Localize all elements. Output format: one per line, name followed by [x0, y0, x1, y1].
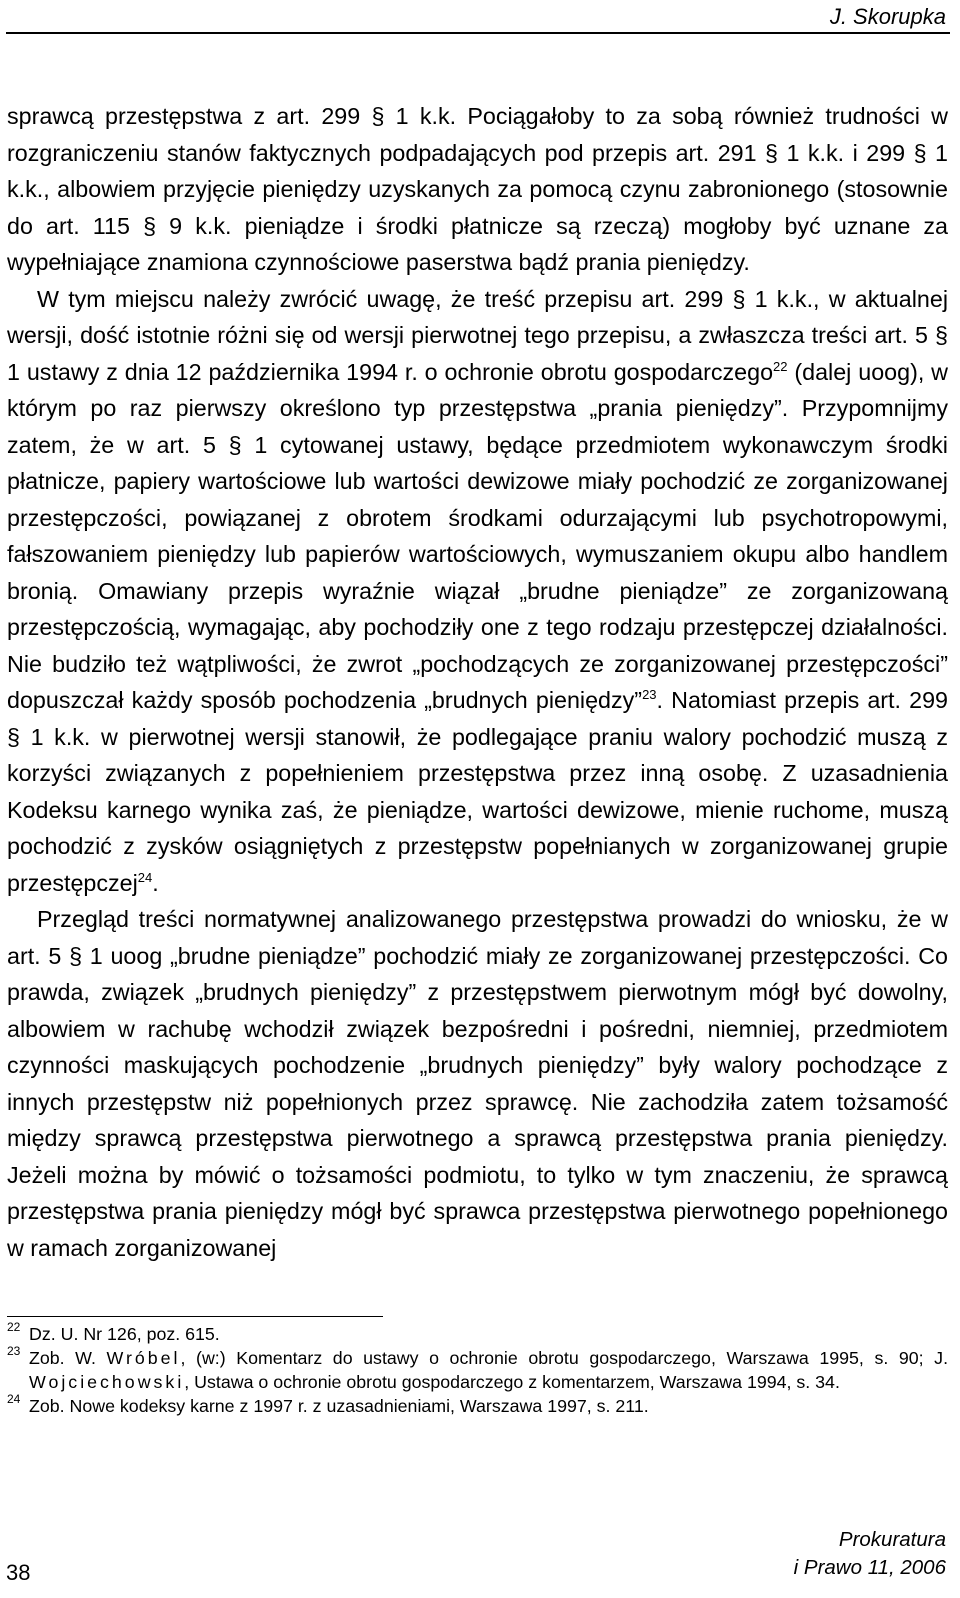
footnote-number: 23 [7, 1344, 21, 1358]
footnote-24 [7, 1394, 948, 1418]
footnote-text: , (w:) Komentarz do ustawy o ochronie obrotu gospodarczego, Warszawa 1995, s. 90; J. [180, 1348, 949, 1368]
footnote-author-name: Wróbel [106, 1348, 181, 1368]
journal-info [794, 1526, 946, 1582]
running-header [0, 0, 960, 36]
paragraph-1-text: sprawcą przestępstwa z art. 299 § 1 k.k. Pociągałoby to za sobą również trudności w rozgraniczeniu stanów faktycznych podpadających pod przepis art. 291 § 1 k.k. i 299 § 1 k.k., albowiem przyjęcie pieniędzy uzyskanych za pomocą czynu zabronionego (stosownie do art. 115 § 9 k.k. pieniądze i środki płatnicze są rzeczą) mogłoby być uznane za wypełniające znamiona czynnościowe paserstwa bądź prania pieniędzy. [7, 103, 948, 275]
journal-issue: i Prawo 11, 2006 [793, 1556, 946, 1579]
paragraph-3-text: Przegląd treści normatywnej analizowanego przestępstwa prowadzi do wniosku, że w art. 5 § 1 uoog „brudne pieniądze” pochodzić miały ze zorganizowanej przestępczości. Co prawda, związek „brudnych pieniędzy” z przestępstwem pierwotnym mógł być dowolny, albowiem w rachubę wchodził związek bezpośredni i pośredni, niemniej, przedmiotem czynności maskujących pochodzenie „brudnych pieniędzy” były walory pochodzące z innych przestępstw niż popełnionych przez sprawcę. Nie zachodziła zatem tożsamość między sprawcą przestępstwa pierwotnego a sprawcą przestępstwa prania pieniędzy. Jeżeli można by mówić o tożsamości podmiotu, to tylko w tym znaczeniu, że sprawcą przestępstwa prania pieniędzy mógł być sprawca przestępstwa pierwotnego popełnionego w ramach zorganizowanej [7, 906, 948, 1261]
footnote-ref-24[interactable]: 24 [137, 869, 153, 885]
footnote-author-name: Wojciechowski [29, 1372, 185, 1392]
footnote-ref-23[interactable]: 23 [642, 687, 657, 702]
footnote-separator [7, 1316, 383, 1317]
running-header-author: J. Skorupka [829, 4, 946, 29]
footnotes [7, 1322, 948, 1418]
journal-title: Prokuratura [838, 1528, 946, 1551]
footnote-ref-22[interactable]: 22 [773, 358, 788, 374]
paragraph-2-text-d: . [152, 869, 159, 896]
paragraph-2-text-a: W tym miejscu należy zwrócić uwagę, że treść przepisu art. 299 § 1 k.k., w aktualnej wersji, dość istotnie różni się od wersji pierwotnej tego przepisu, a zwłaszcza treści art. 5 § 1 ustawy z dnia 12 października 1994 r. o ochronie obrotu gospodarczego [7, 285, 948, 385]
footnote-text: , Ustawa o ochronie obrotu gospodarczego z komentarzem, Warszawa 1994, s. 34. [184, 1372, 840, 1392]
footnote-23 [7, 1346, 948, 1394]
page-number: 38 [6, 1560, 31, 1585]
footnote-text: Zob. Nowe kodeksy karne z 1997 r. z uzasadnieniami, Warszawa 1997, s. 211. [29, 1396, 649, 1416]
footnote-22 [7, 1322, 948, 1346]
footnote-number: 22 [7, 1320, 21, 1334]
paragraph-2-text-c: . Natomiast przepis art. 299 § 1 k.k. w pierwotnej wersji stanowił, że podlegające praniu walory pochodzić muszą z korzyści związanych z popełnieniem przestępstwa przez inną osobę. Z uzasadnienia Kodeksu karnego wynika zaś, że pieniądze, wartości dewizowe, mienie ruchome, muszą pochodzić z zysków osiągniętych z przestępstw popełnianych w zorganizowanej grupie przestępczej [7, 687, 948, 896]
body-text [7, 98, 948, 1266]
paragraph-3 [7, 901, 948, 1266]
paragraph-2-text-b: (dalej uoog), w którym po raz pierwszy określono typ przestępstwa „prania pieniędzy”. Przypomnijmy zatem, że w art. 5 § 1 cytowanej ustawy, będące przedmiotem wykonawczym środki płatnicze, papiery wartościowe lub wartości dewizowe miały pochodzić ze zorganizowanej przestępczości, powiązanej z obrotem środkami odurzającymi lub psychotropowymi, fałszowaniem pieniędzy lub papierów wartościowych, wymuszaniem okupu albo handlem bronią. Omawiany przepis wyraźnie wiązał „brudne pieniądze” ze zorganizowaną przestępczością, wymagając, aby pochodziły one z tego rodzaju przestępczej działalności. Nie budziło też wątpliwości, że zwrot „pochodzących ze zorganizowanej przestępczości” dopuszczał każdy sposób pochodzenia „brudnych pieniędzy” [7, 358, 949, 713]
paragraph-1 [7, 98, 948, 281]
footnote-number: 24 [7, 1392, 21, 1406]
footnote-text: Zob. W. [29, 1348, 107, 1368]
paragraph-2 [7, 281, 948, 902]
footnote-text: Dz. U. Nr 126, poz. 615. [29, 1324, 220, 1344]
header-rule [6, 32, 950, 34]
